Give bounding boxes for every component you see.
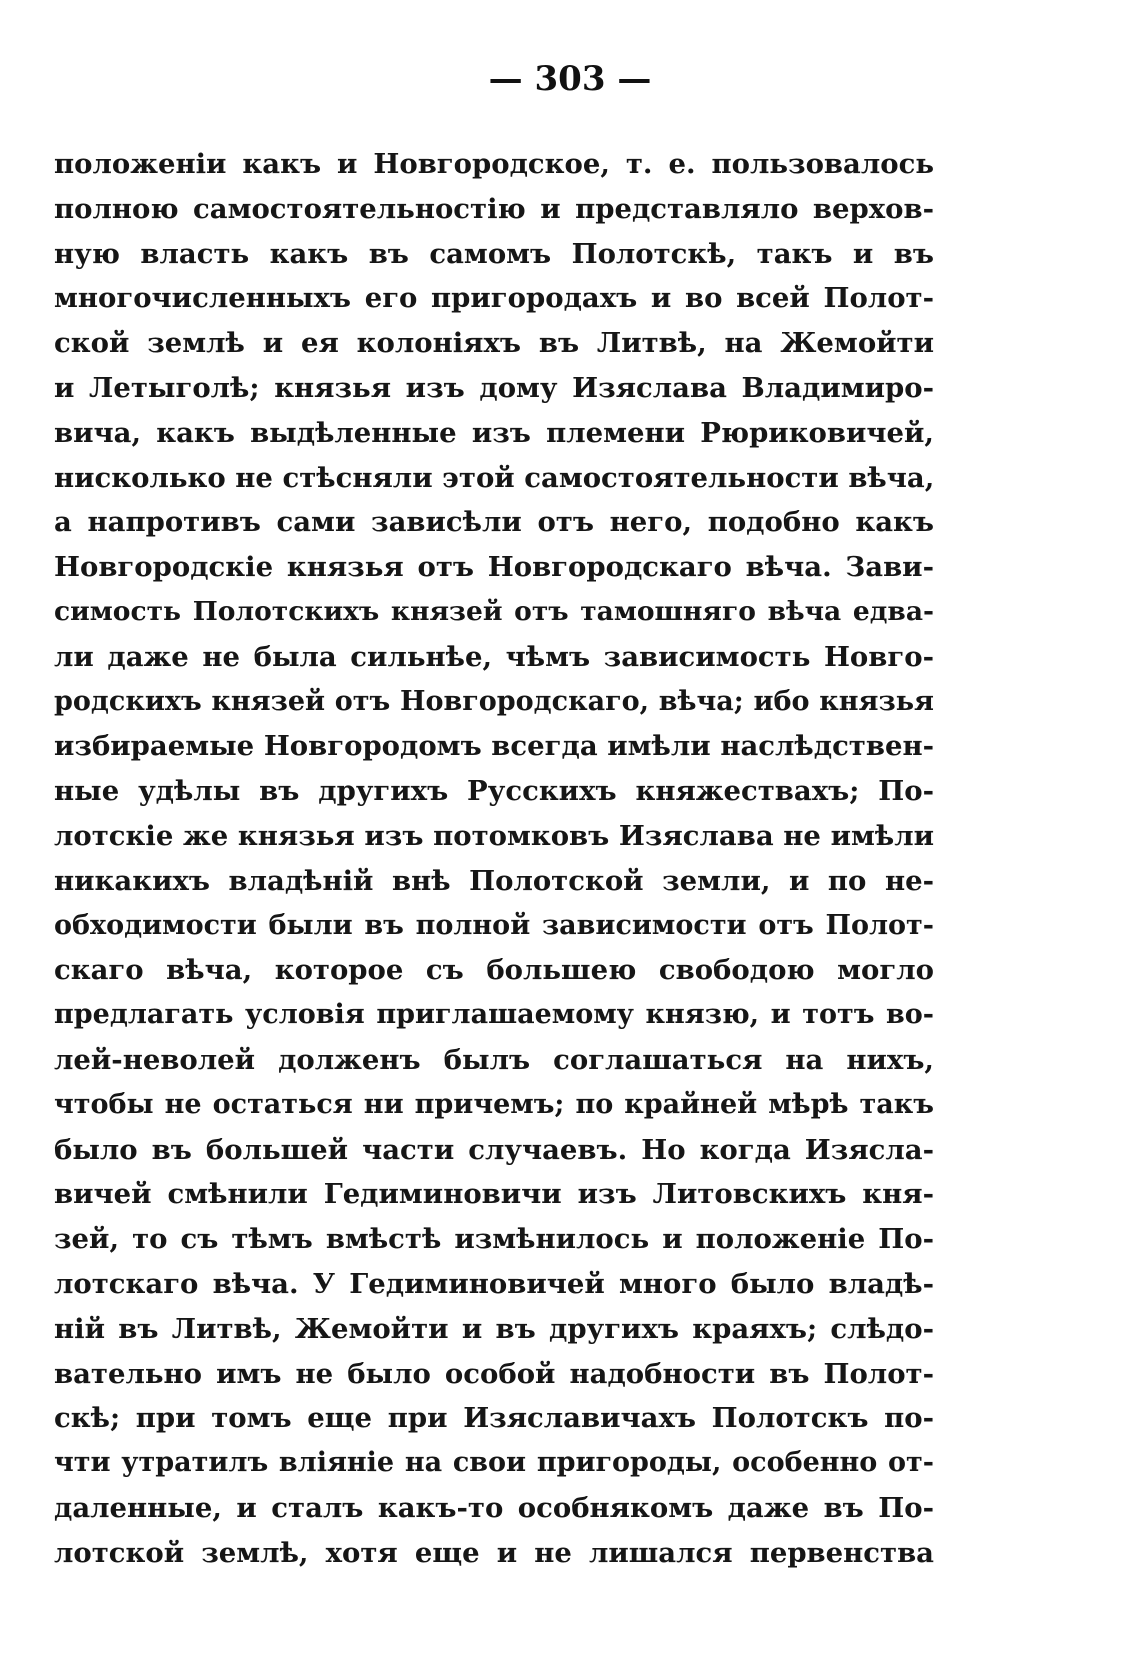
text-line: Новгородскiе князья отъ Новгородскаго вѣча. Зави- [54, 551, 934, 584]
text-line: а напротивъ сами зависѣли отъ него, подобно какъ [54, 506, 934, 539]
text-line: ную власть какъ въ самомъ Полотскѣ, такъ и въ [54, 237, 934, 270]
text-line: родскихъ князей отъ Новгородскаго, вѣча; ибо князья [54, 685, 934, 717]
text-line: и Летыголѣ; князья изъ дому Изяслава Владимиро- [54, 371, 934, 404]
text-line: чти утратилъ влiянiе на свои пригороды, особенно от- [54, 1447, 934, 1479]
text-line: лотскiе же князья изъ потомковъ Изяслава не имѣли [54, 819, 934, 852]
body-text [54, 142, 934, 1576]
text-line: зей, то съ тѣмъ вмѣстѣ измѣнилось и положенiе По- [54, 1223, 934, 1256]
text-line: лотскаго вѣча. У Гедиминовичей много было владѣ- [54, 1267, 934, 1300]
text-line: нiй въ Литвѣ, Жемойти и въ другихъ краяхъ; слѣдо- [54, 1312, 934, 1345]
text-line: чтобы не остаться ни причемъ; по крайней мѣрѣ такъ [54, 1088, 934, 1120]
text-line: лотской землѣ, хотя еще и не лишался первенства [54, 1536, 934, 1569]
text-line: скѣ; при томъ еще при Изяславичахъ Полотскъ по- [54, 1402, 934, 1435]
text-line: предлагать условiя приглашаемому князю, и тотъ во- [54, 999, 934, 1031]
page-number: — 303 — [488, 59, 652, 99]
text-line: избираемые Новгородомъ всегда имѣли наслѣдствен- [54, 730, 934, 763]
text-line: вичей смѣнили Гедиминовичи изъ Литовскихъ кня- [54, 1178, 934, 1211]
text-line: ли даже не была сильнѣе, чѣмъ зависимость Новго- [54, 640, 934, 673]
text-line: никакихъ владѣнiй внѣ Полотской земли, и по не- [54, 864, 934, 897]
text-line: симость Полотскихъ князей отъ тамошняго вѣча едва- [54, 595, 934, 627]
text-line: многочисленныхъ его пригородахъ и во всей Полот- [54, 282, 934, 315]
text-line: вательно имъ не было особой надобности въ Полот- [54, 1357, 934, 1390]
text-line: полною самостоятельностiю и представляло верхов- [54, 192, 934, 225]
text-line: нисколько не стѣсняли этой самостоятельности вѣча, [54, 461, 934, 494]
text-line: вича, какъ выдѣленные изъ племени Рюриковичей, [54, 416, 934, 449]
text-line: положенiи какъ и Новгородское, т. е. пользовалось [54, 148, 934, 180]
text-line: даленные, и сталъ какъ-то особнякомъ даже въ По- [54, 1491, 934, 1524]
text-line: было въ большей части случаевъ. Но когда Изясла- [54, 1133, 934, 1166]
text-line: обходимости были въ полной зависимости отъ Полот- [54, 909, 934, 941]
text-line: ные удѣлы въ другихъ Русскихъ княжествахъ; По- [54, 775, 934, 808]
text-line: скаго вѣча, которое съ большею свободою могло [54, 954, 934, 987]
text-line: ской землѣ и ея колонiяхъ въ Литвѣ, на Жемойти [54, 327, 934, 360]
text-line: лей-неволей долженъ былъ соглашаться на нихъ, [54, 1043, 934, 1076]
